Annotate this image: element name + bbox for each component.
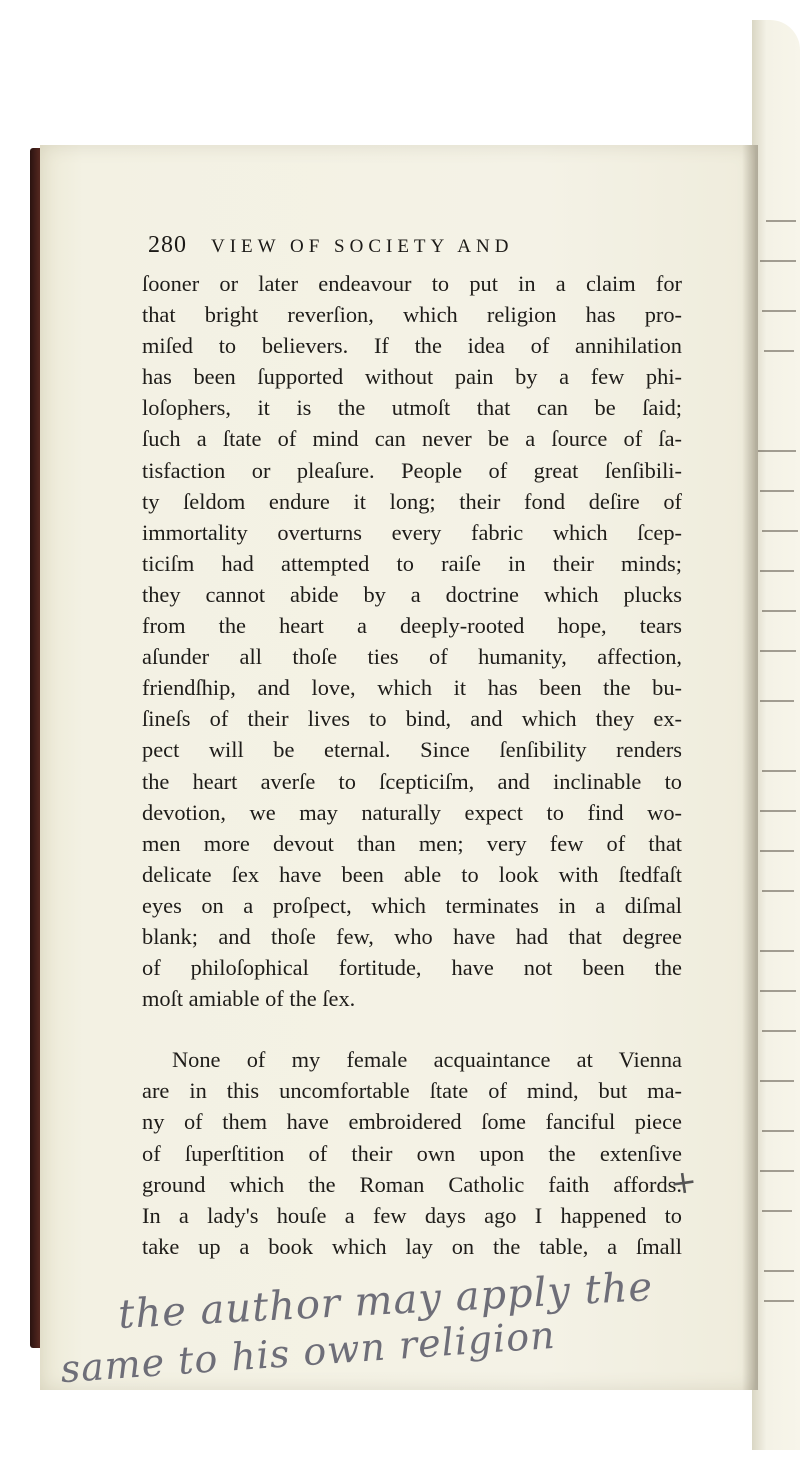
text-line: ground which the Roman Catholic faith affords. [142, 1171, 682, 1197]
text-line: delicate ſex have been able to look with ſtedfaſt [142, 861, 682, 887]
text-line: ſineſs of their lives to bind, and which they ex- [142, 706, 682, 732]
text-line: has been ſupported without pain by a few phi- [142, 364, 682, 390]
text-line: ſooner or later endeavour to put in a claim for [142, 271, 682, 296]
paragraph-2 [142, 1044, 682, 1262]
text-line: ticiſm had attempted to raiſe in their minds; [142, 550, 682, 576]
running-head: VIEW OF SOCIETY AND [211, 236, 514, 257]
text-line: eyes on a proſpect, which terminates in a diſmal [142, 892, 682, 918]
text-line: aſunder all thoſe ties of humanity, affection, [142, 644, 682, 670]
text-line: from the heart a deeply-rooted hope, tears [142, 613, 682, 639]
text-line: tisfaction or pleaſure. People of great ſenſibili- [142, 457, 682, 483]
text-line: moſt amiable of the ſex. [142, 986, 356, 1012]
text-line: miſed to believers. If the idea of annihilation [142, 333, 682, 359]
handwritten-note-line-2: same to his own religion [59, 1312, 557, 1392]
paragraph-1 [142, 268, 682, 1014]
text-line: ny of them have embroidered ſome fanciful piece [142, 1109, 682, 1135]
text-line: of ſuperſtition of their own upon the extenſive [142, 1140, 682, 1166]
page-header [148, 232, 668, 259]
text-line: the heart averſe to ſcepticiſm, and inclinable to [142, 768, 682, 794]
handwritten-note-line-1: the author may apply the [117, 1264, 655, 1338]
text-line: immortality overturns every fabric which ſcep- [142, 519, 682, 545]
text-line: that bright reverſion, which religion has pro- [142, 302, 682, 328]
text-line: None of my female acquaintance at Vienna [172, 1047, 682, 1073]
text-line: friendſhip, and love, which it has been the bu- [142, 675, 682, 701]
text-line: ſuch a ſtate of mind can never be a ſource of ſa- [142, 426, 682, 452]
body-text [142, 268, 682, 1262]
text-line: blank; and thoſe few, who have had that degree [142, 923, 682, 949]
text-line: they cannot abide by a doctrine which plucks [142, 581, 682, 607]
text-line: are in this uncomfortable ſtate of mind, but ma- [142, 1078, 682, 1104]
text-line: loſophers, it is the utmoſt that can be ſaid; [142, 395, 682, 421]
page-number: 280 [148, 232, 187, 258]
text-line: ty ſeldom endure it long; their fond deſire of [142, 488, 682, 514]
text-line: take up a book which lay on the table, a ſmall [142, 1233, 682, 1259]
text-line: of philoſophical fortitude, have not been the [142, 955, 682, 981]
text-line: In a lady's houſe a few days ago I happened to [142, 1202, 682, 1228]
text-line: devotion, we may naturally expect to find wo- [142, 799, 682, 825]
gutter-shadow [742, 145, 758, 1390]
text-line: pect will be eternal. Since ſenſibility renders [142, 737, 682, 763]
facing-page [752, 20, 800, 1450]
margin-cross-mark: + [667, 1161, 700, 1203]
text-line: men more devout than men; very few of that [142, 830, 682, 856]
